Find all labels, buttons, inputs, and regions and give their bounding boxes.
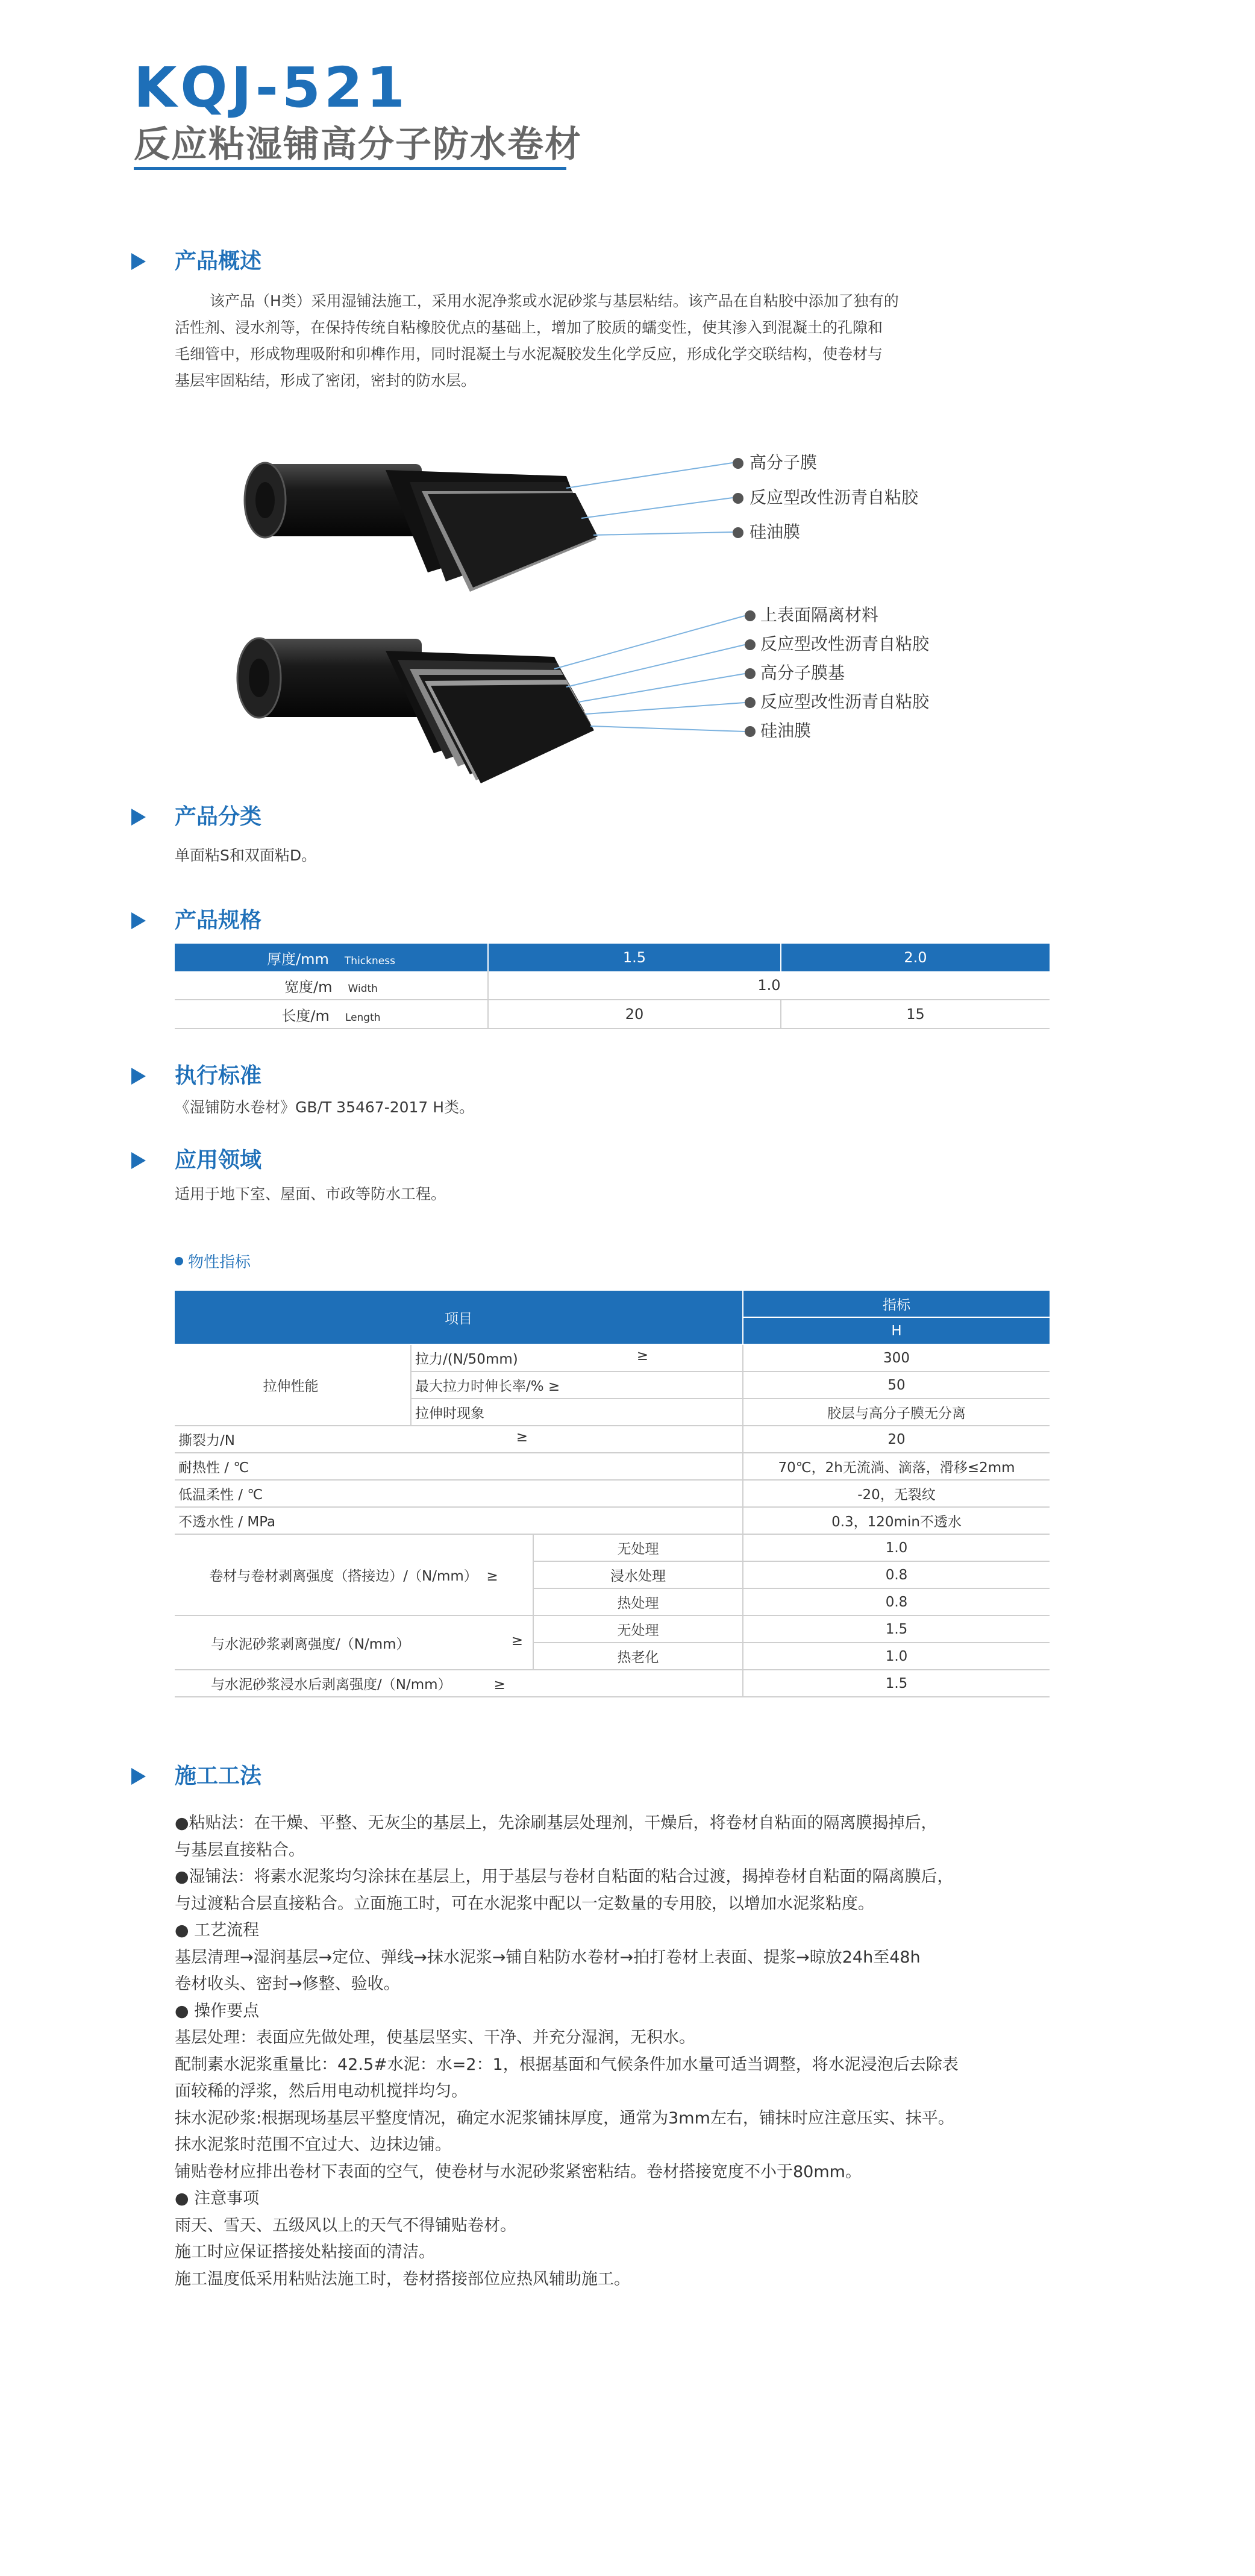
label-dot-icon bbox=[733, 493, 743, 504]
section-arrow-icon bbox=[131, 809, 146, 826]
method-line: 基层清理→湿润基层→定位、弹线→抹水泥浆→铺自粘防水卷材→拍打卷材上表面、提浆→晾放24h至48h bbox=[175, 1948, 921, 1967]
mortar-group-cell: 与水泥砂浆剥离强度/（N/mm） ≥ bbox=[175, 1615, 533, 1670]
overview-line: 基层牢固粘结，形成了密闭，密封的防水层。 bbox=[175, 372, 477, 389]
water-value-cell: 0.3，120min不透水 bbox=[743, 1507, 1050, 1534]
table-row bbox=[175, 1426, 1050, 1453]
application-text: 适用于地下室、屋面、市政等防水工程。 bbox=[175, 1185, 446, 1203]
overview-text bbox=[175, 288, 1091, 394]
spec-value-cell: 20 bbox=[488, 1000, 781, 1029]
section-arrow-icon bbox=[131, 1068, 146, 1085]
label-dot-icon bbox=[745, 697, 756, 708]
method-line: 与基层直接粘合。 bbox=[175, 1840, 305, 1860]
method-line: 基层处理：表面应先做处理，使基层坚实、干净、并充分湿润，无积水。 bbox=[175, 2028, 695, 2047]
method-line: 铺贴卷材应排出卷材下表面的空气，使卷材与水泥砂浆紧密粘结。卷材搭接宽度不小于80mm。 bbox=[175, 2162, 862, 2181]
tear-label-cell: 撕裂力/N ≥ bbox=[175, 1426, 743, 1453]
soak-value-cell: 1.5 bbox=[743, 1670, 1050, 1697]
spec-value-cell: 1.0 bbox=[488, 971, 1050, 1000]
diagram1-label: 反应型改性沥青自粘胶 bbox=[750, 487, 919, 507]
method-line: 抹水泥砂浆:根据现场基层平整度情况，确定水泥浆铺抹厚度，通常为3mm左右，铺抹时应注意压实、抹平。 bbox=[175, 2108, 954, 2128]
tensile-label-cell: 拉力/(N/50mm) ≥ bbox=[411, 1344, 743, 1371]
table-row bbox=[175, 1534, 1050, 1561]
method-line: 面较稀的浮浆，然后用电动机搅拌均匀。 bbox=[175, 2082, 468, 2101]
spec-label-cell: 宽度/m Width bbox=[175, 971, 488, 1000]
table-row bbox=[175, 1670, 1050, 1697]
label-dot-icon bbox=[745, 726, 756, 737]
spec-value-cell: 15 bbox=[781, 1000, 1050, 1029]
spec-row-width bbox=[175, 971, 1050, 1000]
label-dot-icon bbox=[733, 458, 743, 469]
table-row bbox=[175, 1615, 1050, 1643]
bullet-dot-icon bbox=[175, 1257, 183, 1265]
method-line: 配制素水泥浆重量比：42.5#水泥：水=2：1，根据基面和气候条件加水量可适当调整，将水泥浸泡后去除表 bbox=[175, 2055, 959, 2074]
method-line: 卷材收头、密封→修整、验收。 bbox=[175, 1975, 400, 1993]
water-label-cell: 不透水性 / MPa bbox=[175, 1507, 743, 1534]
table-row bbox=[175, 1507, 1050, 1534]
peel-label-cell: 热处理 bbox=[533, 1588, 743, 1615]
properties-title: 物性指标 bbox=[188, 1253, 251, 1271]
properties-head-row bbox=[175, 1291, 1050, 1317]
overview-line: 活性剂、浸水剂等，在保持传统自粘橡胶优点的基础上，增加了胶质的蠕变性，使其渗入到混凝土的孔隙和 bbox=[175, 319, 883, 336]
method-line: ●湿铺法：将素水泥浆均匀涂抹在基层上，用于基层与卷材自粘面的粘合过渡，揭掉卷材自粘面的隔离膜后， bbox=[175, 1867, 954, 1886]
standard-text: 《湿铺防水卷材》GB/T 35467-2017 H类。 bbox=[175, 1098, 475, 1116]
overview-line: 该产品（H类）采用湿铺法施工，采用水泥净浆或水泥砂浆与基层粘结。该产品在自粘胶中添加了独有的 bbox=[210, 292, 899, 310]
application-title: 应用领域 bbox=[175, 1148, 262, 1173]
diagram2-label: 反应型改性沥青自粘胶 bbox=[760, 634, 930, 654]
diagram1-label: 硅油膜 bbox=[750, 522, 801, 542]
method-line: ●粘贴法：在干燥、平整、无灰尘的基层上，先涂刷基层处理剂，干燥后，将卷材自粘面的隔离膜揭掉后， bbox=[175, 1814, 937, 1832]
section-arrow-icon bbox=[131, 1768, 146, 1785]
spec-table bbox=[175, 944, 1050, 1029]
peel-label-cell: 浸水处理 bbox=[533, 1561, 743, 1588]
method-line: 与过渡粘合层直接粘合。立面施工时，可在水泥浆中配以一定数量的专用胶，以增加水泥浆粘度。 bbox=[175, 1894, 874, 1913]
label-dot-icon bbox=[745, 668, 756, 679]
method-text bbox=[175, 1810, 1078, 2293]
spec-row-thickness bbox=[175, 944, 1050, 971]
peel-value-cell: 0.8 bbox=[743, 1588, 1050, 1615]
peel-group-cell: 卷材与卷材剥离强度（搭接边）/（N/mm） ≥ bbox=[175, 1534, 533, 1615]
mortar-value-cell: 1.0 bbox=[743, 1643, 1050, 1670]
peel-value-cell: 0.8 bbox=[743, 1561, 1050, 1588]
spec-value-cell: 1.5 bbox=[488, 944, 781, 971]
product-subtitle: 反应粘湿铺高分子防水卷材 bbox=[134, 124, 582, 166]
method-line: 抹水泥浆时范围不宜过大、边抹边铺。 bbox=[175, 2136, 451, 2154]
classification-text: 单面粘S和双面粘D。 bbox=[175, 847, 317, 864]
roll-2 bbox=[237, 638, 422, 718]
membrane-diagram-double bbox=[217, 603, 771, 795]
classification-title: 产品分类 bbox=[175, 804, 262, 829]
table-row bbox=[175, 1344, 1050, 1371]
method-line: ● 操作要点 bbox=[175, 2001, 260, 2020]
spec-title: 产品规格 bbox=[175, 908, 262, 933]
tensile-value-cell: 300 bbox=[743, 1344, 1050, 1371]
product-model: KQJ-521 bbox=[134, 55, 408, 120]
peel-label-cell: 无处理 bbox=[533, 1534, 743, 1561]
table-row bbox=[175, 1480, 1050, 1507]
mortar-label-cell: 热老化 bbox=[533, 1643, 743, 1670]
head-item-cell: 项目 bbox=[175, 1291, 743, 1344]
diagram2-label: 上表面隔离材料 bbox=[760, 605, 879, 625]
method-line: 施工时应保证搭接处粘接面的清洁。 bbox=[175, 2243, 435, 2261]
tensile-value-cell: 50 bbox=[743, 1371, 1050, 1399]
head-index-cell: 指标 bbox=[743, 1291, 1050, 1317]
diagram2-label: 硅油膜 bbox=[760, 721, 812, 741]
spec-row-length bbox=[175, 1000, 1050, 1029]
cold-value-cell: -20，无裂纹 bbox=[743, 1480, 1050, 1507]
tensile-label-cell: 拉伸时现象 bbox=[411, 1399, 743, 1426]
title-underline bbox=[134, 167, 566, 170]
section-arrow-icon bbox=[131, 912, 146, 929]
table-row bbox=[175, 1453, 1050, 1480]
soak-label-cell: 与水泥砂浆浸水后剥离强度/（N/mm） ≥ bbox=[175, 1670, 743, 1697]
head-h-cell: H bbox=[743, 1317, 1050, 1344]
tensile-label-cell: 最大拉力时伸长率/% ≥ bbox=[411, 1371, 743, 1399]
overview-line: 毛细管中，形成物理吸附和卯榫作用，同时混凝土与水泥凝胶发生化学反应，形成化学交联结构，使卷材与 bbox=[175, 345, 883, 363]
spec-label-cell: 长度/m Length bbox=[175, 1000, 488, 1029]
method-line: 施工温度低采用粘贴法施工时，卷材搭接部位应热风辅助施工。 bbox=[175, 2269, 630, 2289]
heat-label-cell: 耐热性 / ℃ bbox=[175, 1453, 743, 1480]
tensile-value-cell: 胶层与高分子膜无分离 bbox=[743, 1399, 1050, 1426]
cold-label-cell: 低温柔性 / ℃ bbox=[175, 1480, 743, 1507]
mortar-value-cell: 1.5 bbox=[743, 1615, 1050, 1643]
method-line: ● 注意事项 bbox=[175, 2189, 260, 2208]
diagram2-label: 高分子膜基 bbox=[760, 663, 845, 683]
diagram1-label: 高分子膜 bbox=[750, 453, 818, 472]
mortar-label-cell: 无处理 bbox=[533, 1615, 743, 1643]
section-arrow-icon bbox=[131, 1152, 146, 1169]
method-line: 雨天、雪天、五级风以上的天气不得铺贴卷材。 bbox=[175, 2216, 516, 2235]
label-dot-icon bbox=[745, 610, 756, 621]
tear-value-cell: 20 bbox=[743, 1426, 1050, 1453]
tensile-group-cell: 拉伸性能 bbox=[175, 1344, 411, 1426]
properties-table bbox=[175, 1291, 1050, 1697]
overview-title: 产品概述 bbox=[175, 249, 262, 274]
spec-label-cell: 厚度/mm Thickness bbox=[175, 944, 488, 971]
method-title: 施工工法 bbox=[175, 1764, 262, 1788]
heat-value-cell: 70℃，2h无流淌、滴落，滑移≤2mm bbox=[743, 1453, 1050, 1480]
membrane-diagram-single bbox=[229, 434, 759, 597]
peel-value-cell: 1.0 bbox=[743, 1534, 1050, 1561]
diagram2-label: 反应型改性沥青自粘胶 bbox=[760, 692, 930, 712]
standard-title: 执行标准 bbox=[175, 1064, 262, 1088]
label-dot-icon bbox=[745, 639, 756, 650]
label-dot-icon bbox=[733, 527, 743, 538]
method-line: ● 工艺流程 bbox=[175, 1921, 260, 1940]
spec-value-cell: 2.0 bbox=[781, 944, 1050, 971]
section-arrow-icon bbox=[131, 253, 146, 270]
